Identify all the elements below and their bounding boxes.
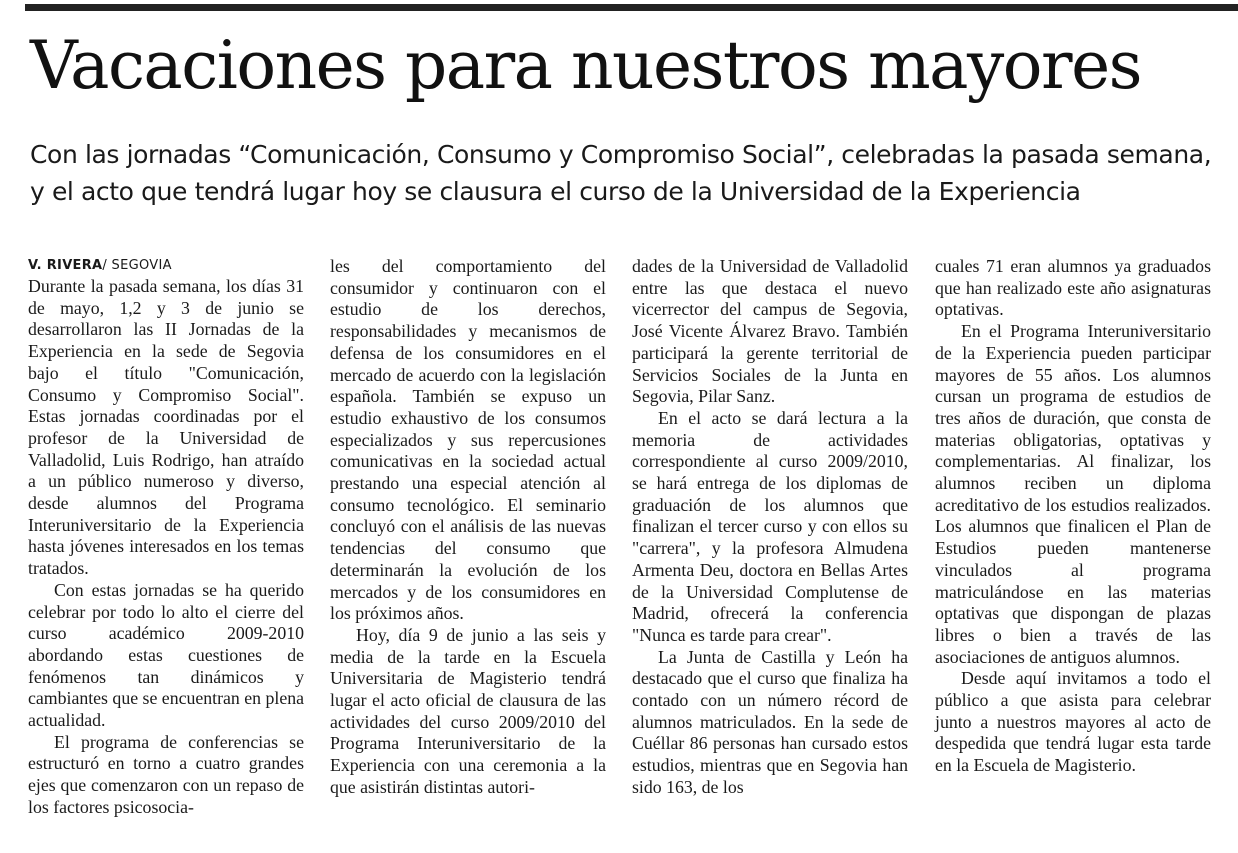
article-paragraph: cuales 71 eran alumnos ya graduados que han realizado este año asignaturas optativas. — [935, 256, 1211, 320]
article-paragraph: dades de la Universidad de Valladolid entre las que destaca el nuevo vicerrector del campus de Segovia, José Vicente Álvarez Bravo. También participará la gerente territorial de Servicios Sociales de la Junta en Segovia, Pilar Sanz. — [632, 256, 908, 407]
top-rule — [25, 4, 1238, 11]
headline: Vacaciones para nuestros mayores — [30, 27, 1141, 104]
article-paragraph: Desde aquí invitamos a todo el público a que asista para celebrar junto a nuestros mayores al acto de despedida que tendrá lugar esta tarde en la Escuela de Magisterio. — [935, 668, 1211, 776]
article-paragraph: La Junta de Castilla y León ha destacado que el curso que finaliza ha contado con un número récord de alumnos matriculados. En la sede de Cuéllar 86 personas han cursado estos estudios, mientras que en Segovia han sido 163, de los — [632, 646, 908, 797]
article-paragraph: El programa de conferencias se estructuró en torno a cuatro grandes ejes que comenzaron con un repaso de los factores psicosocia- — [28, 731, 304, 817]
article-column-2 — [330, 256, 606, 799]
byline-location: / SEGOVIA — [102, 258, 172, 273]
article-paragraph: En el Programa Interuniversitario de la Experiencia pueden participar mayores de 55 años. Los alumnos cursan un programa de estudios de tres años de duración, que consta de materias obligatorias, optativas y complementarias. Al finalizar, los alumnos reciben un diploma acreditativo de los estudios realizados. Los alumnos que finalicen el Plan de Estudios pueden mantenerse vinculados al programa matriculándose en las materias optativas que dispongan de plazas libres o bien a través de las asociaciones de antiguos alumnos. — [935, 321, 1211, 667]
article-paragraph: En el acto se dará lectura a la memoria de actividades correspondiente al curso 2009/2010, se hará entrega de los diplomas de graduación de los alumnos que finalizan el tercer curso y con ellos su "carrera", y la profesora Almudena Armenta Deu, doctora en Bellas Artes de la Universidad Complutense de Madrid, ofrecerá la conferencia "Nunca es tarde para crear". — [632, 407, 908, 645]
article-column-3 — [632, 256, 908, 799]
article-paragraph: les del comportamiento del consumidor y continuaron con el estudio de los derechos, responsabilidades y mecanismos de defensa de los consumidores en el mercado de acuerdo con la legislación española. También se expuso un estudio exhaustivo de los consumos especializados y sus repercusiones comunicativas en la sociedad actual prestando una especial atención al consumo tecnológico. El seminario concluyó con el análisis de las nuevas tendencias del consumo que determinarán la evolución de los mercados y de los consumidores en los próximos años. — [330, 256, 606, 624]
byline-author: V. RIVERA — [28, 258, 103, 273]
article-column-1 — [28, 256, 304, 819]
article-column-4 — [935, 256, 1211, 777]
byline — [28, 256, 304, 276]
subheadline: Con las jornadas “Comunicación, Consumo y Compromiso Social”, celebradas la pasada semana, y el acto que tendrá lugar hoy se clausura el curso de la Universidad de la Experiencia — [30, 140, 1212, 206]
article-paragraph: Hoy, día 9 de junio a las seis y media de la tarde en la Escuela Universitaria de Magisterio tendrá lugar el acto oficial de clausura de las actividades del curso 2009/2010 del Programa Interuniversitario de la Experiencia con una ceremonia a la que asistirán distintas autori- — [330, 624, 606, 797]
article-paragraph: Durante la pasada semana, los días 31 de mayo, 1,2 y 3 de junio se desarrollaron las II Jornadas de la Experiencia en la sede de Segovia bajo el título "Comunicación, Consumo y Compromiso Social". Estas jornadas coordinadas por el profesor de la Universidad de Valladolid, Luis Rodrigo, han atraído a un público numeroso y diverso, desde alumnos del Programa Interuniversitario de la Experiencia hasta jóvenes interesados en los temas tratados. — [28, 276, 304, 579]
article-paragraph: Con estas jornadas se ha querido celebrar por todo lo alto el cierre del curso académico 2009-2010 abordando estas cuestiones de fenómenos tan dinámicos y cambiantes que se encuentran en plena actualidad. — [28, 579, 304, 731]
